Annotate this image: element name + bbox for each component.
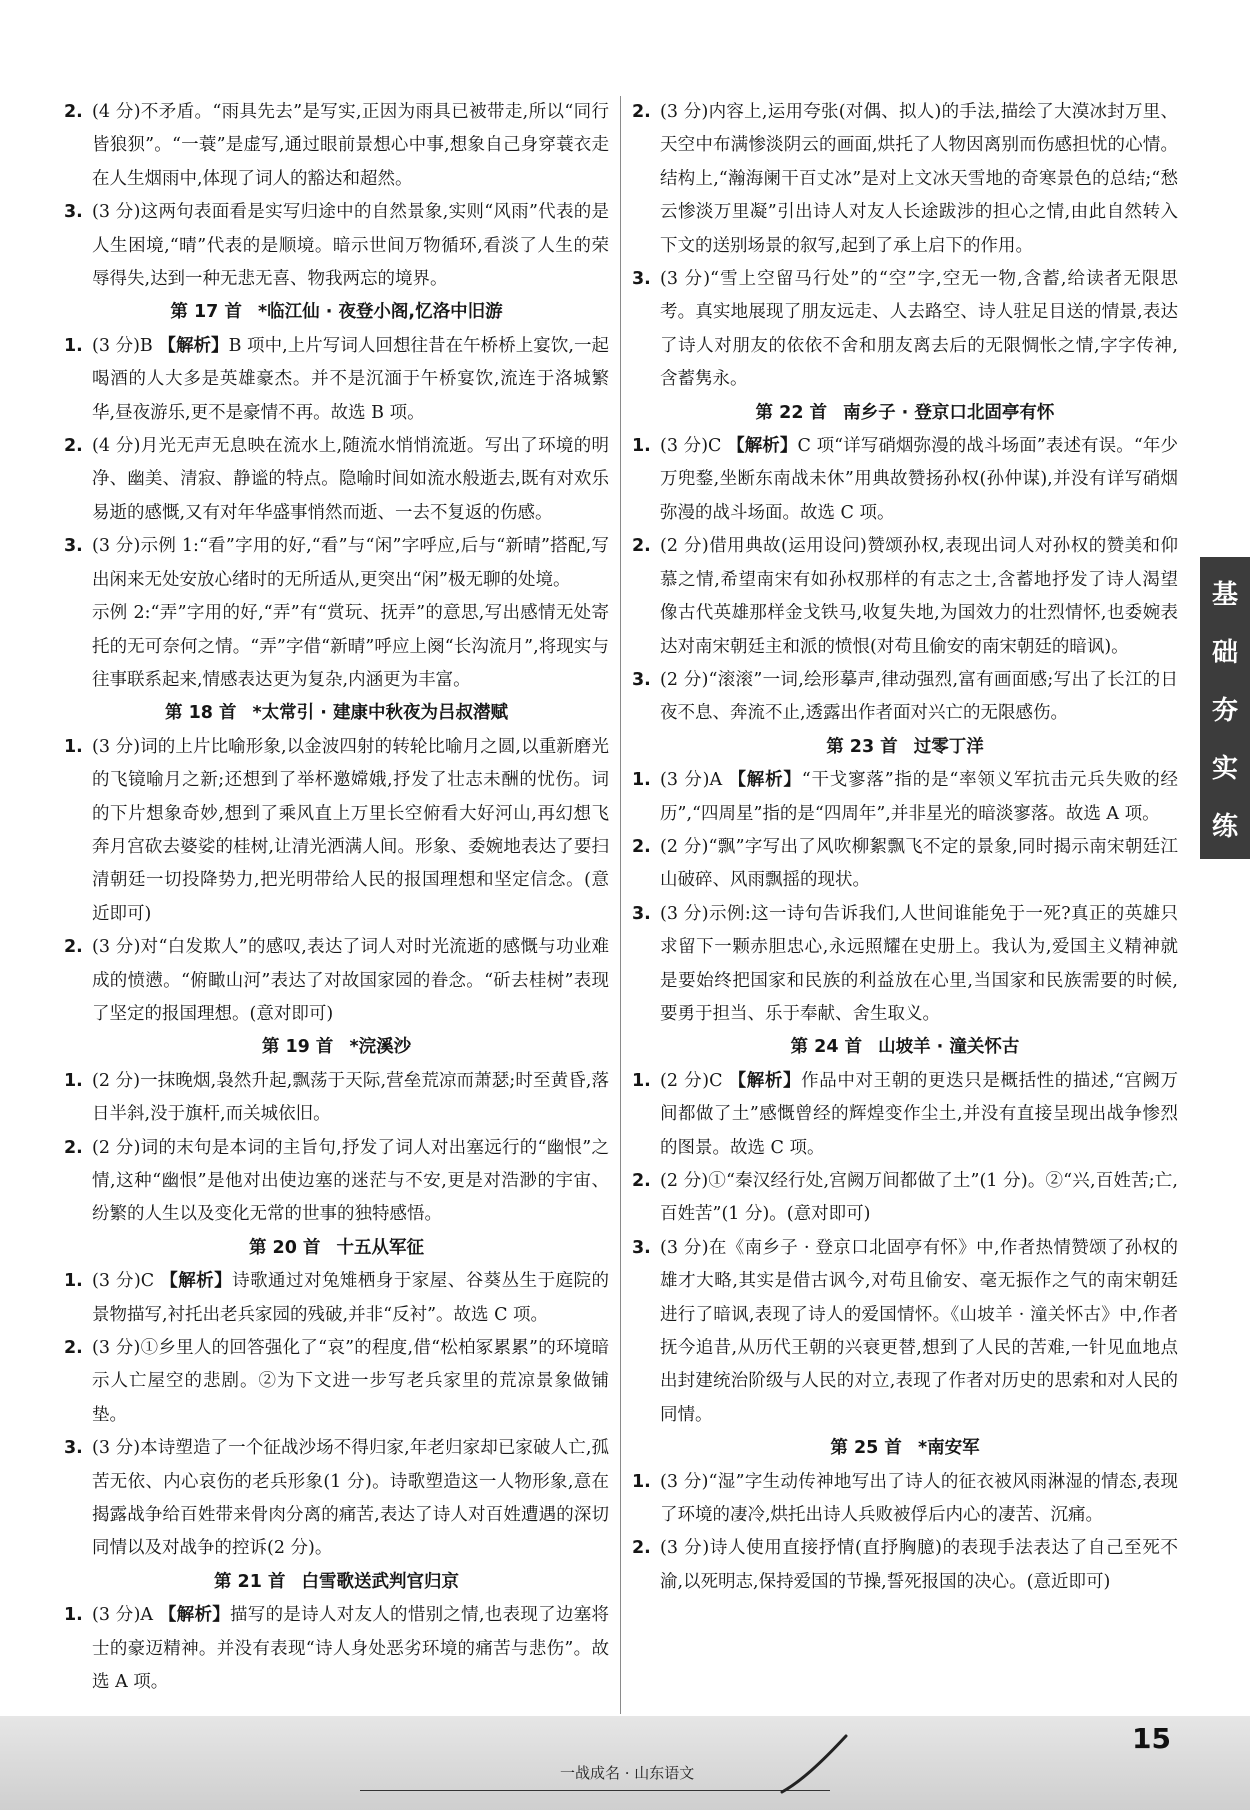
answer-text [660,764,1178,831]
answer-choice: (3 分)A [660,770,729,791]
question-number: 1. [632,436,651,457]
poem-number: 第 19 首 [261,1037,334,1058]
poem-title: 南乡子 · 登京口北固亭有怀 [843,402,1055,423]
question-number: 1. [64,1070,83,1091]
answer-text [92,1599,609,1699]
poem-number: 第 18 首 [164,703,237,724]
answer-text [660,263,1178,397]
side-tab-char: 础 [1211,637,1238,668]
question-number: 3. [64,202,83,223]
question-number: 1. [632,1070,651,1091]
answer-body: (3 分)内容上,运用夸张(对偶、拟人)的手法,描绘了大漠冰封万里、天空中布满惨淡阴云的画面,烘托了人物因离别而伤感担忧的心情。结构上,“瀚海阑干百丈冰”是对上文冰天雪地的奇寒景色的总结;“愁云惨淡万里凝”引出诗人对友人长途跋涉的担心之情,由此自然转入下文的送别场景的叙写,起到了承上启下的作用。 [660,102,1178,256]
question-number: 2. [64,102,83,122]
answer-item [64,1065,609,1132]
poem-heading [632,1031,1178,1064]
poem-title: 白雪歌送武判官归京 [301,1571,460,1592]
answer-body: (3 分)示例:这一诗句告诉我们,人世间谁能免于一死?真正的英雄只求留下一颗赤胆忠心,永远照耀在史册上。我认为,爱国主义精神就是要始终把国家和民族的利益放在心里,当国家和民族需要的时候,要勇于担当、乐于奉献、舍生取义。 [660,903,1178,1024]
poem-number: 第 22 首 [755,402,828,423]
answer-item [632,96,1178,263]
answer-body: (3 分)这两句表面看是实写归途中的自然景象,实则“风雨”代表的是人生困境,“晴”代表的是顺境。暗示世间万物循环,看淡了人生的荣辱得失,达到一种无悲无喜、物我两忘的境界。 [92,202,609,290]
poem-title: 十五从军征 [336,1237,425,1258]
question-number: 2. [632,1538,651,1559]
side-tab-char: 夯 [1211,695,1238,726]
answer-item [64,1599,609,1699]
analysis-label: 【解析】 [727,436,798,457]
answer-item [64,731,609,931]
answer-item [64,1265,609,1332]
page-footer [0,1716,1250,1810]
answer-text [92,430,609,530]
answer-text [660,430,1178,530]
answer-text [92,330,609,430]
answer-item [632,1466,1178,1533]
question-number: 2. [64,1137,83,1158]
analysis-label: 【解析】 [160,1271,233,1292]
analysis-label: 【解析】 [158,1605,231,1626]
answer-item [632,1165,1178,1232]
answer-item [632,831,1178,898]
answer-body: (3 分)“湿”字生动传神地写出了诗人的征衣被风雨淋湿的情态,表现了环境的凄冷,烘托出诗人兵败被俘后内心的凄苦、沉痛。 [660,1471,1178,1526]
answer-item [632,664,1178,731]
answer-body: (2 分)一抹晚烟,袅然升起,飘荡于天际,营垒荒凉而萧瑟;时至黄昏,落日半斜,没于旗杆,而关城依旧。 [92,1070,609,1125]
question-number: 1. [64,335,83,356]
poem-heading [632,1432,1178,1465]
answer-item [64,530,609,597]
answer-body: (3 分)诗人使用直接抒情(直抒胸臆)的表现手法表达了自己至死不渝,以死明志,保持爱国的节操,誓死报国的决心。(意近即可) [660,1538,1178,1592]
side-tab-char: 练 [1211,811,1238,842]
answer-body: (2 分)“飘”字写出了风吹柳絮飘飞不定的景象,同时揭示南宋朝廷江山破碎、风雨飘摇的现状。 [660,836,1178,891]
poem-title: 过零丁洋 [913,736,984,757]
question-number: 2. [632,536,651,557]
answer-continuation: 示例 2:“弄”字用的好,“弄”有“赏玩、抚弄”的意思,写出感情无处寄托的无可奈何之情。“弄”字借“新晴”呼应上阕“长沟流月”,将现实与往事联系起来,情感表达更为复杂,内涵更为丰富。 [92,603,609,690]
answer-body: (3 分)在《南乡子 · 登京口北固亭有怀》中,作者热情赞颂了孙权的雄才大略,其实是借古讽今,对苟且偷安、毫无振作之气的南宋朝廷进行了暗讽,表现了诗人的爱国情怀。《山坡羊 · 潼关怀古》中,作者抚今追昔,从历代王朝的兴衰更替,想到了人民的苦难,一针见血地点出封建统治阶级与人民的对立,表现了作者对历史的思索和对人民的同情。 [660,1237,1178,1425]
answer-text [92,1432,609,1566]
question-number: 1. [64,1605,83,1626]
answer-item [64,1332,609,1432]
answer-body: “干戈寥落”指的是“率领义军抗击元兵失败的经历”,“四周星”指的是“四周年”,并非星光的暗淡寥落。故选 A 项。 [660,770,1179,824]
right-column [632,96,1178,1599]
answer-body: (2 分)“滚滚”一词,绘形摹声,律动强烈,富有画面感;写出了长江的日夜不息、奔流不止,透露出作者面对兴亡的无限感伤。 [660,669,1178,724]
answer-text [660,898,1178,1032]
answer-text [660,1065,1178,1165]
answer-body: (2 分)词的末句是本词的主旨句,抒发了词人对出塞远行的“幽恨”之情,这种“幽恨”是他对出使边塞的迷茫与不安,更是对浩渺的宇宙、纷繁的人生以及变化无常的世事的独特感悟。 [92,1137,609,1225]
poem-title: *临江仙 · 夜登小阁,忆洛中旧游 [257,302,503,323]
answer-item [632,1232,1178,1432]
answer-text [92,1065,609,1132]
answer-body: (2 分)借用典故(运用设问)赞颂孙权,表现出词人对孙权的赞美和仰慕之情,希望南宋有如孙权那样的有志之士,含蓄地抒发了诗人渴望像古代英雄那样金戈铁马,收复失地,为国效力的壮烈情怀,也委婉表达对南宋朝廷主和派的愤恨(对苟且偷安的南宋朝廷的暗讽)。 [660,536,1178,657]
poem-heading [64,1232,609,1265]
question-number: 3. [632,1237,651,1258]
poem-title: *浣溪沙 [349,1037,412,1058]
answer-text [92,931,609,1031]
answer-item [64,196,609,296]
answer-text [660,664,1178,731]
answer-item [64,330,609,430]
answer-choice: (3 分)B [92,335,159,356]
poem-heading [64,1566,609,1599]
question-number: 2. [632,1171,651,1191]
answer-item [64,931,609,1031]
answer-text [92,1332,609,1432]
answer-body: (3 分)本诗塑造了一个征战沙场不得归家,年老归家却已家破人亡,孤苦无依、内心哀伤的老兵形象(1 分)。诗歌塑造这一人物形象,意在揭露战争给百姓带来骨肉分离的痛苦,表达了诗人对百姓遭遇的深切同情以及对战争的控诉(2 分)。 [92,1438,609,1559]
answer-text [660,831,1178,898]
question-number: 2. [632,102,651,122]
answer-text [92,731,609,931]
question-number: 2. [64,937,83,958]
question-number: 3. [632,669,651,690]
analysis-label: 【解析】 [158,335,229,356]
poem-number: 第 17 首 [170,302,242,323]
answer-text [660,96,1178,263]
answer-text [92,530,609,597]
poem-heading [64,697,609,730]
answer-body: (3 分)①乡里人的回答强化了“哀”的程度,借“松柏冢累累”的环境暗示人亡屋空的悲剧。②为下文进一步写老兵家里的荒凉景象做铺垫。 [92,1338,609,1425]
poem-title: *太常引 · 建康中秋夜为吕叔潜赋 [252,703,509,724]
side-tab-char: 实 [1211,753,1238,784]
page-number: 15 [1132,1722,1171,1755]
answer-body: B 项中,上片写词人回想往昔在午桥桥上宴饮,一起喝酒的人大多是英雄豪杰。并不是沉湎于午桥宴饮,流连于洛城繁华,昼夜游乐,更不是豪情不再。故选 B 项。 [92,335,610,423]
poem-heading [632,397,1178,430]
answer-body: 作品中对王朝的更迭只是概括性的描述,“宫阙万间都做了土”感慨曾经的辉煌变作尘土,并没有直接呈现出战争惨烈的图景。故选 C 项。 [660,1070,1179,1158]
answer-text [92,1132,609,1232]
question-number: 1. [64,1271,83,1292]
question-number: 1. [632,1471,651,1492]
poem-number: 第 24 首 [790,1037,863,1058]
question-number: 2. [64,436,83,457]
answer-item [632,764,1178,831]
answer-text [660,1532,1178,1599]
question-number: 2. [64,1338,83,1359]
answer-item [632,430,1178,530]
poem-title: 山坡羊 · 潼关怀古 [878,1037,1020,1058]
footer-rule [360,1790,830,1791]
answer-body: 诗歌通过对兔雉栖身于家屋、谷葵丛生于庭院的景物描写,衬托出老兵家园的残破,并非“反衬”。故选 C 项。 [92,1271,610,1325]
answer-item [632,1065,1178,1165]
answer-text [660,1165,1178,1232]
answer-text [92,1265,609,1332]
answer-item [632,530,1178,664]
left-column [64,96,609,1700]
answer-body: (3 分)对“白发欺人”的感叹,表达了词人对时光流逝的感慨与功业难成的愤懑。“俯瞰山河”表达了对故国家园的眷念。“斫去桂树”表现了坚定的报国理想。(意对即可) [92,937,609,1024]
answer-choice: (2 分)C [660,1070,729,1091]
poem-number: 第 21 首 [213,1571,286,1592]
question-number: 3. [64,536,83,557]
answer-text [92,96,609,196]
question-number: 2. [632,836,651,857]
poem-number: 第 25 首 [830,1438,902,1459]
poem-heading [632,731,1178,764]
answer-text [660,1232,1178,1432]
poem-heading [64,1031,609,1064]
analysis-label: 【解析】 [728,1070,802,1091]
answer-item [64,1432,609,1566]
poem-number: 第 23 首 [826,736,898,757]
answer-choice: (3 分)C [660,436,728,457]
answer-body: (4 分)不矛盾。“雨具先去”是写实,正因为雨具已被带走,所以“同行皆狼狈”。“一蓑”是虚写,通过眼前景想心中事,想象自己身穿蓑衣走在人生烟雨中,体现了词人的豁达和超然。 [92,102,609,189]
question-number: 1. [632,770,651,791]
answer-item [64,430,609,530]
side-tab-char: 基 [1211,579,1238,610]
question-number: 3. [64,1438,83,1459]
answer-item [632,898,1178,1032]
poem-number: 第 20 首 [248,1237,321,1258]
answer-choice: (3 分)A [92,1605,159,1626]
answer-item [64,1132,609,1232]
poem-heading [64,296,609,329]
answer-text [92,196,609,296]
answer-body: 描写的是诗人对友人的惜别之情,也表现了边塞将士的豪迈精神。并没有表现“诗人身处恶劣环境的痛苦与悲伤”。故选 A 项。 [92,1605,609,1693]
answer-body: (3 分)示例 1:“看”字用的好,“看”与“闲”字呼应,后与“新晴”搭配,写出闲来无处安放心绪时的无所适从,更突出“闲”极无聊的处境。 [92,536,609,590]
analysis-label: 【解析】 [728,770,802,791]
answer-text [660,1466,1178,1533]
column-divider [620,96,621,1714]
poem-title: *南安军 [917,1438,980,1459]
answer-body: C 项“详写硝烟弥漫的战斗场面”表述有误。“年少万兜鍪,坐断东南战未休”用典故赞扬孙权(孙仲谋),并没有详写硝烟弥漫的战斗场面。故选 C 项。 [660,436,1178,523]
answer-text [660,530,1178,664]
question-number: 3. [632,903,651,924]
answer-body: (2 分)①“秦汉经行处,宫阙万间都做了土”(1 分)。②“兴,百姓苦;亡,百姓苦”(1 分)。(意对即可) [660,1171,1178,1225]
footer-brand: 一战成名 · 山东语文 [560,1764,695,1782]
question-number: 3. [632,269,651,290]
question-number: 1. [64,736,83,757]
answer-body: (4 分)月光无声无息映在流水上,随流水悄悄流逝。写出了环境的明净、幽美、清寂、静谧的特点。隐喻时间如流水般逝去,既有对欢乐易逝的感慨,又有对年华盛事悄然而逝、一去不复返的伤感。 [92,436,609,523]
answer-item [632,1532,1178,1599]
answer-choice: (3 分)C [92,1271,161,1292]
answer-body: (3 分)“雪上空留马行处”的“空”字,空无一物,含蓄,给读者无限思考。真实地展现了朋友远走、人去路空、诗人驻足目送的情景,表达了诗人对朋友的依依不舍和朋友离去后的无限惆怅之情,字字传神,含蓄隽永。 [660,269,1178,390]
section-side-tab [1200,557,1250,859]
pen-stroke-icon [780,1734,850,1796]
answer-item [632,263,1178,397]
answer-body: (3 分)词的上片比喻形象,以金波四射的转轮比喻月之圆,以重新磨光的飞镜喻月之新;还想到了举杯邀嫦娥,抒发了壮志未酬的忧伤。词的下片想象奇妙,想到了乘风直上万里长空俯看大好河山,再幻想飞奔月宫砍去婆娑的桂树,让清光洒满人间。形象、委婉地表达了要扫清朝廷一切投降势力,把光明带给人民的报国理想和坚定信念。(意近即可) [92,736,609,924]
answer-item [64,96,609,196]
